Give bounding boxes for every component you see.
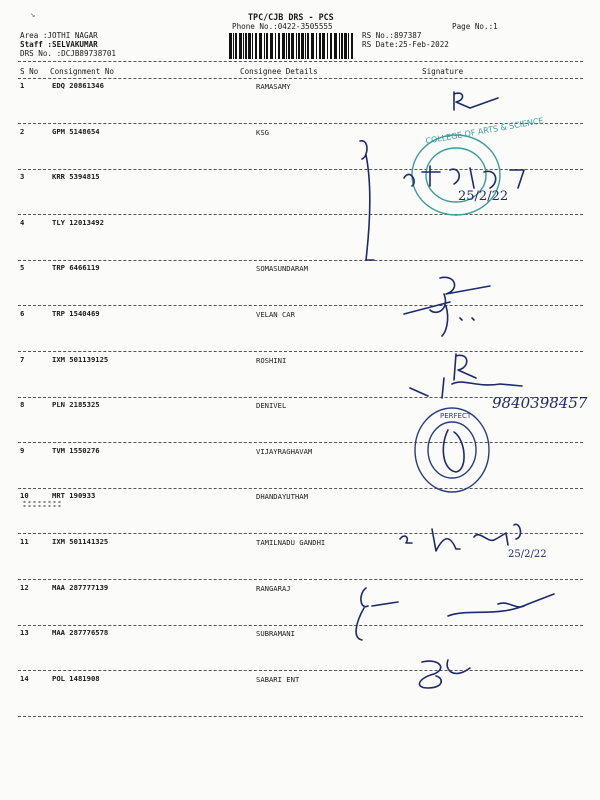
date-note-1: 25/2/22: [458, 189, 509, 204]
consignee-name: TAMILNADU GANDHI: [256, 538, 326, 547]
row-sno: 3: [20, 172, 25, 182]
barcode-bar: [305, 33, 306, 59]
barcode-bar: [296, 33, 297, 59]
phone-note: 9840398457: [492, 394, 588, 412]
row-sno: 7: [20, 354, 25, 364]
barcode-bar: [348, 33, 349, 59]
signature-row-2-4: [352, 135, 382, 265]
row-divider: [18, 579, 583, 580]
barcode-bar: [339, 33, 340, 59]
consignee-name: DHANDAYUTHAM: [256, 492, 308, 502]
col-consignment: Consignment No: [50, 67, 115, 76]
barcode-bar: [229, 33, 232, 59]
row-sno: 12: [20, 582, 29, 592]
row-sno: 6: [20, 309, 25, 318]
rs-date: RS Date:25-Feb-2022: [362, 40, 449, 49]
signature-row-5-6: [400, 270, 500, 340]
consignment-number: MRT 190933: [52, 491, 96, 501]
row-sno: 11: [20, 537, 29, 546]
row-sno: 2: [20, 126, 25, 136]
phone-number: Phone No.:0422-3505555: [232, 22, 333, 31]
consignee-name: VELAN CAR: [256, 310, 295, 319]
barcode-bar: [330, 33, 332, 59]
signature-row-11: [396, 515, 556, 565]
signature-row-3: [400, 158, 540, 208]
consignment-number: TRP 6466119: [52, 263, 100, 273]
barcode-bar: [243, 33, 244, 59]
consignee-name: KSG: [256, 127, 269, 137]
row-sno: 10: [20, 491, 29, 501]
header-divider: [18, 61, 583, 62]
barcode-bar: [275, 33, 276, 59]
barcode-bar: [327, 33, 328, 59]
barcode-bar: [235, 33, 237, 59]
consignment-number: POL 1481908: [52, 673, 100, 683]
consignment-number: IXM 501141325: [52, 537, 109, 546]
barcode-bar: [341, 33, 343, 59]
barcode-bar: [252, 33, 253, 59]
barcode-bar: [259, 33, 262, 59]
signature-row-7-8: [404, 348, 594, 418]
college-stamp-text: COLLEGE OF ARTS & SCIENCE: [424, 116, 545, 146]
signature-row-12-13: [348, 582, 568, 644]
consignee-name: SABARI ENT: [256, 674, 300, 684]
date-note-2: 25/2/22: [508, 549, 547, 560]
row-sno: 8: [20, 400, 25, 410]
barcode-bar: [319, 33, 321, 59]
col-sno: S No: [20, 67, 39, 76]
consignment-number: TLY 12013492: [52, 217, 104, 227]
perfect-stamp-text: PERFECT: [440, 412, 472, 420]
barcode-bar: [334, 33, 337, 59]
signature-row-1: [448, 88, 508, 114]
scan-noise: [22, 500, 62, 508]
consignee-name: SOMASUNDARAM: [256, 264, 308, 274]
col-consignee: Consignee Details: [240, 67, 318, 76]
consignee-name: ROSHINI: [256, 355, 287, 365]
consignment-number: TRP 1540469: [52, 309, 100, 318]
barcode-bar: [288, 33, 290, 59]
consignee-name: SUBRAMANI: [256, 629, 295, 639]
col-signature: Signature: [422, 67, 464, 76]
row-divider: [18, 260, 583, 261]
barcode: [229, 33, 355, 59]
consignment-number: MAA 287777139: [52, 582, 109, 592]
barcode-bar: [239, 33, 242, 59]
row-divider: [18, 670, 583, 671]
consignment-number: PLN 2185325: [52, 400, 100, 410]
barcode-bar: [322, 33, 325, 59]
barcode-bar: [264, 33, 265, 59]
barcode-bar: [301, 33, 304, 59]
consignee-name: VIJAYRAGHAVAM: [256, 446, 313, 456]
consignment-number: KRR 5394815: [52, 172, 100, 182]
area-label: Area :JOTHI NAGAR: [20, 31, 98, 40]
barcode-bar: [282, 33, 285, 59]
barcode-bar: [286, 33, 287, 59]
row-sno: 1: [20, 81, 25, 90]
staff-label: Staff :SELVAKUMAR: [20, 40, 98, 49]
row-divider: [18, 716, 583, 717]
drs-number: DRS No. :DCJB89738701: [20, 49, 117, 58]
consignment-number: IXM 501139125: [52, 354, 109, 364]
barcode-bar: [255, 33, 257, 59]
row-sno: 13: [20, 628, 29, 638]
consignee-name: RAMASAMY: [256, 82, 291, 91]
barcode-bar: [311, 33, 314, 59]
barcode-bar: [316, 33, 317, 59]
barcode-bar: [233, 33, 234, 59]
row-sno: 5: [20, 263, 25, 273]
rs-number: RS No.:897387: [362, 31, 422, 40]
row-sno: 9: [20, 445, 25, 455]
row-sno: 4: [20, 217, 25, 227]
signature-row-14: [408, 654, 478, 694]
consignee-name: RANGARAJ: [256, 583, 291, 593]
barcode-bar: [291, 33, 294, 59]
page-number: Page No.:1: [452, 22, 498, 31]
barcode-bar: [307, 33, 309, 59]
barcode-bar: [278, 33, 280, 59]
consignment-number: GPM 5148654: [52, 126, 100, 136]
scan-mark: ↘︎: [30, 10, 36, 20]
barcode-bar: [245, 33, 247, 59]
barcode-bar: [270, 33, 273, 59]
column-divider: [18, 78, 583, 79]
barcode-bar: [344, 33, 347, 59]
barcode-bar: [351, 33, 353, 59]
consignment-number: TVM 1550276: [52, 445, 100, 455]
consignee-name: DENIVEL: [256, 401, 287, 411]
barcode-bar: [298, 33, 300, 59]
barcode-bar: [266, 33, 268, 59]
consignment-number: EDQ 20861346: [52, 81, 104, 90]
consignment-number: MAA 287776578: [52, 628, 109, 638]
doc-title: TPC/CJB DRS - PCS: [248, 12, 334, 22]
barcode-bar: [248, 33, 251, 59]
row-sno: 14: [20, 673, 29, 683]
